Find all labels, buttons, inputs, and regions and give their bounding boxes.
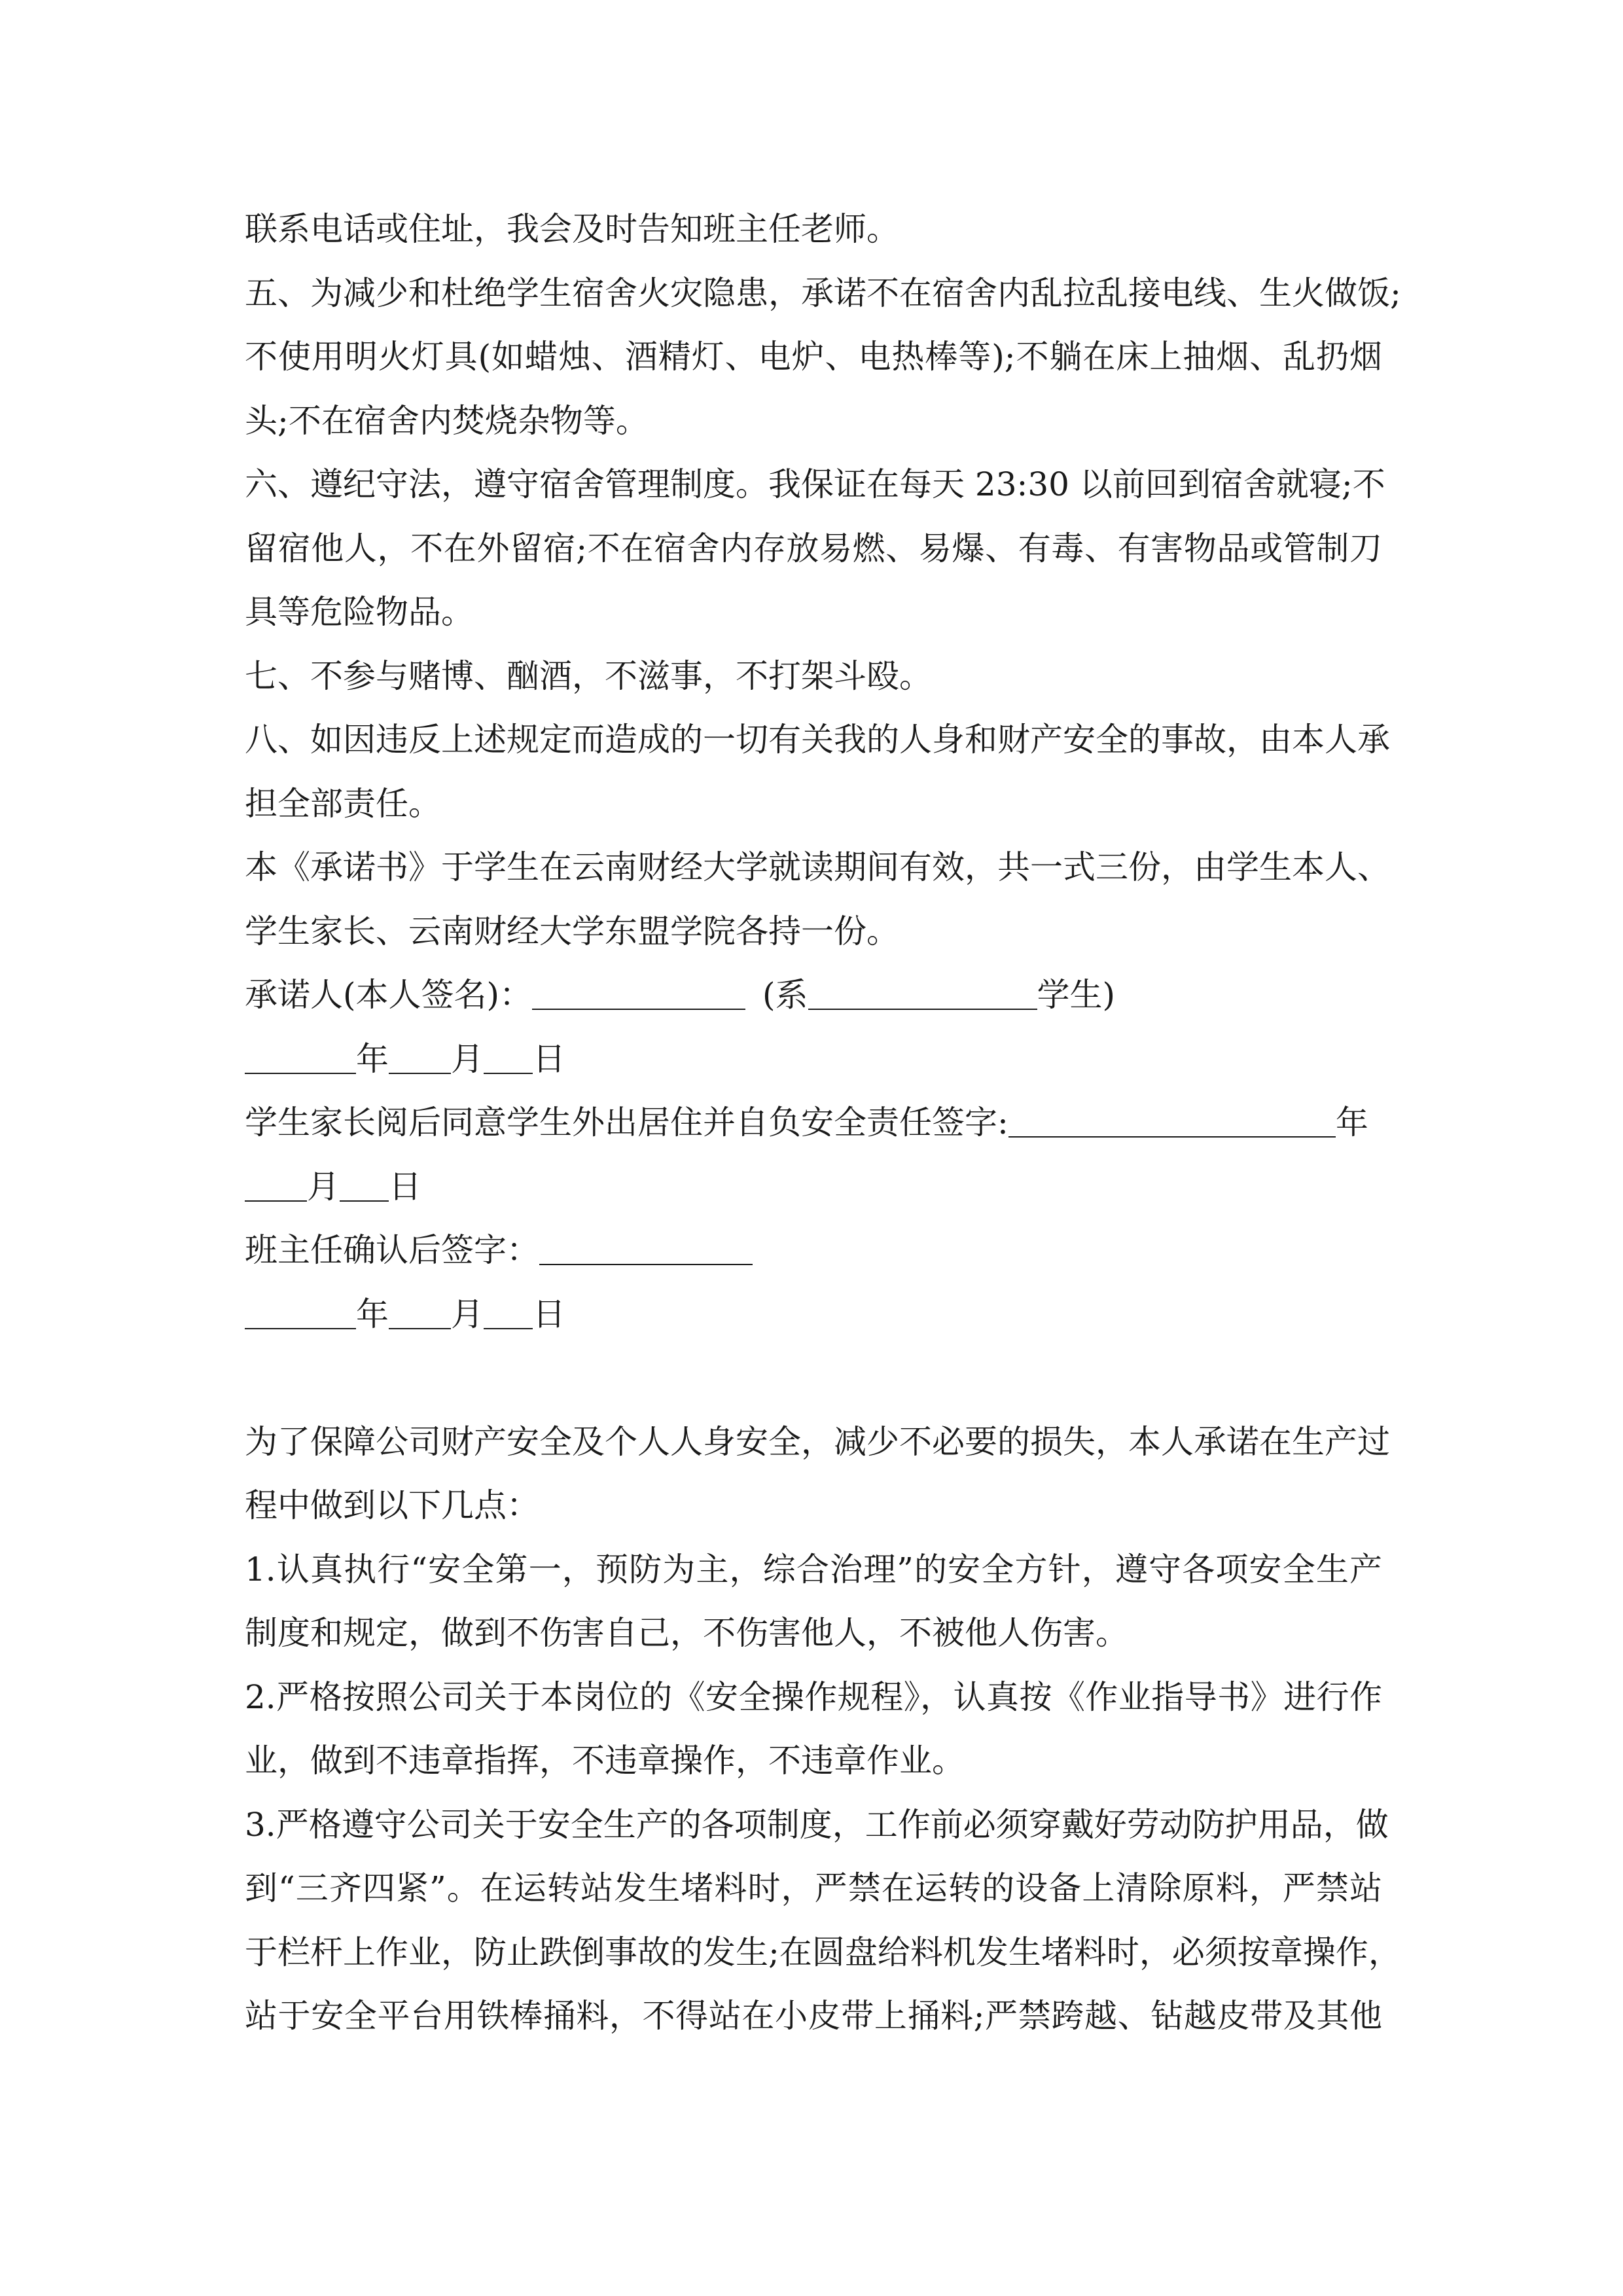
- teacher-date-row: [245, 1283, 1382, 1347]
- month-label: 月: [451, 1295, 484, 1333]
- day-label: 日: [533, 1295, 565, 1333]
- month-label: 月: [451, 1039, 484, 1078]
- month-label: 月: [307, 1167, 340, 1206]
- parent-label: 学生家长阅后同意学生外出居住并自负安全责任签字:: [245, 1103, 1008, 1141]
- teacher-signature-row: [245, 1219, 1382, 1283]
- parent-signature-blank[interactable]: [1008, 1107, 1336, 1138]
- paragraph-line: 学生家长、云南财经大学东盟学院各持一份。: [245, 912, 899, 950]
- paragraph-line: 制度和规定，做到不伤害自己，不伤害他人，不被他人伤害。: [245, 1614, 1128, 1652]
- paragraph-line: 联系电话或住址，我会及时告知班主任老师。: [245, 210, 899, 248]
- year-label: 年: [1335, 1103, 1368, 1141]
- paragraph-line: 本《承诺书》于学生在云南财经大学就读期间有效，共一式三份，由学生本人、: [245, 848, 1390, 886]
- paragraph-line: 七、不参与赌博、酗酒，不滋事，不打架斗殴。: [245, 656, 932, 695]
- day-blank[interactable]: [484, 1044, 533, 1074]
- day-blank[interactable]: [340, 1172, 389, 1202]
- day-blank[interactable]: [484, 1299, 533, 1329]
- day-label: 日: [389, 1167, 421, 1206]
- month-blank[interactable]: [245, 1172, 307, 1202]
- month-blank[interactable]: [389, 1299, 451, 1329]
- dept-blank[interactable]: [808, 980, 1037, 1010]
- parent-date-row: [245, 1155, 1382, 1219]
- promisor-signature-row: [245, 963, 1382, 1028]
- teacher-signature-blank[interactable]: [539, 1235, 753, 1265]
- year-label: 年: [356, 1295, 389, 1333]
- paragraph-line: 程中做到以下几点：: [245, 1486, 539, 1524]
- day-label: 日: [533, 1039, 565, 1078]
- paragraph-line: 1.认真执行“安全第一，预防为主，综合治理”的安全方针，遵守各项安全生产: [245, 1550, 1382, 1588]
- paragraph-line: 2.严格按照公司关于本岗位的《安全操作规程》，认真按《作业指导书》进行作: [245, 1677, 1382, 1716]
- paragraph-line: 五、为减少和杜绝学生宿舍火灾隐患，承诺不在宿舍内乱拉乱接电线、生火做饭;: [245, 274, 1401, 312]
- paragraph-line: 八、如因违反上述规定而造成的一切有关我的人身和财产安全的事故，由本人承: [245, 721, 1390, 759]
- parent-signature-row: [245, 1091, 1382, 1155]
- paragraph-line: 为了保障公司财产安全及个人人身安全，减少不必要的损失，本人承诺在生产过: [245, 1422, 1390, 1461]
- paragraph-line: 具等危险物品。: [245, 593, 474, 631]
- year-blank[interactable]: [245, 1299, 356, 1329]
- paragraph-line: 留宿他人，不在外留宿;不在宿舍内存放易燃、易爆、有毒、有害物品或管制刀: [245, 529, 1382, 567]
- teacher-label: 班主任确认后签字：: [245, 1231, 539, 1269]
- paragraph-line: 站于安全平台用铁棒捅料，不得站在小皮带上捅料;严禁跨越、钻越皮带及其他: [245, 1997, 1382, 2035]
- paragraph-line: 不使用明火灯具(如蜡烛、酒精灯、电炉、电热棒等);不躺在床上抽烟、乱扔烟: [245, 338, 1382, 376]
- paragraph-line: 3.严格遵守公司关于安全生产的各项制度，工作前必须穿戴好劳动防护用品，做: [245, 1805, 1389, 1844]
- section-gap: [245, 1346, 1382, 1410]
- paragraph-line: 头;不在宿舍内焚烧杂物等。: [245, 401, 649, 440]
- document-body: [245, 198, 1401, 2049]
- year-blank[interactable]: [245, 1044, 356, 1074]
- dept-close-label: 学生): [1037, 976, 1116, 1014]
- promisor-name-blank[interactable]: [532, 980, 745, 1010]
- promisor-date-row: [245, 1028, 1382, 1092]
- paragraph-line: 到“三齐四紧”。在运转站发生堵料时，严禁在运转的设备上清除原料，严禁站: [245, 1869, 1382, 1907]
- paragraph-line: 业，做到不违章指挥，不违章操作，不违章作业。: [245, 1742, 965, 1780]
- month-blank[interactable]: [389, 1044, 451, 1074]
- promisor-label: 承诺人(本人签名)：: [245, 976, 533, 1014]
- paragraph-line: 六、遵纪守法，遵守宿舍管理制度。我保证在每天 23:30 以前回到宿舍就寝;不: [245, 465, 1385, 503]
- paragraph-line: 担全部责任。: [245, 784, 441, 823]
- dept-open-label: (系: [762, 976, 808, 1014]
- paragraph-line: 于栏杆上作业，防止跌倒事故的发生;在圆盘给料机发生堵料时，必须按章操作，: [245, 1933, 1401, 1971]
- year-label: 年: [356, 1039, 389, 1078]
